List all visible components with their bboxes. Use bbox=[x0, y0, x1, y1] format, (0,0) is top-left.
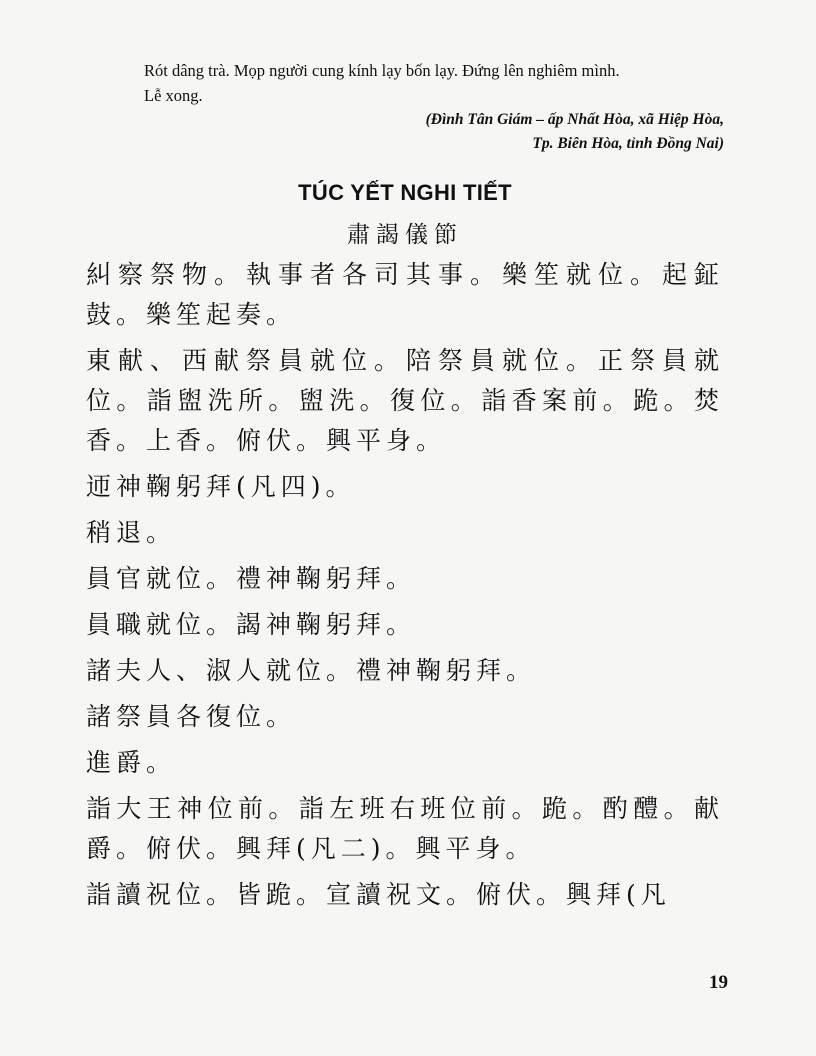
han-paragraph-8: 諸祭員各復位。 bbox=[86, 702, 297, 731]
han-paragraph-6: 員職就位。謁神鞠躬拜。 bbox=[86, 610, 417, 639]
section-title: TÚC YẾT NGHI TIẾT bbox=[298, 180, 512, 205]
han-paragraph-10: 詣大王神位前。詣左班右班位前。跪。酌醴。献爵。俯伏。興拜(凡二)。興平身。 bbox=[86, 794, 724, 863]
source-citation-line-2: Tp. Biên Hòa, tỉnh Đồng Nai) bbox=[532, 135, 724, 152]
han-paragraph-3: 迊神鞠躬拜(凡四)。 bbox=[86, 472, 356, 501]
han-paragraph-2: 東献、西献祭員就位。陪祭員就位。正祭員就位。詣盥洗所。盥洗。復位。詣香案前。跪。焚香。上香。俯伏。興平身。 bbox=[86, 346, 724, 455]
page-number: 19 bbox=[709, 972, 728, 993]
han-paragraph-11: 詣讀祝位。皆跪。宣讀祝文。俯伏。興拜(凡 bbox=[86, 880, 671, 909]
han-paragraph-9: 進爵。 bbox=[86, 748, 177, 777]
han-paragraph-5: 員官就位。禮神鞠躬拜。 bbox=[86, 564, 417, 593]
section-subtitle-han: 肅謁儀節 bbox=[347, 222, 463, 248]
han-paragraph-7: 諸夫人、淑人就位。禮神鞠躬拜。 bbox=[86, 656, 537, 685]
han-paragraph-1: 糾察祭物。執事者各司其事。樂笙就位。起鉦鼓。樂笙起奏。 bbox=[86, 260, 724, 329]
han-paragraph-4: 稍退。 bbox=[86, 518, 177, 547]
intro-paragraph-1: Rót dâng trà. Mọp người cung kính lạy bốn lạy. Đứng lên nghiêm mình. bbox=[144, 61, 620, 80]
intro-paragraph-2: Lễ xong. bbox=[144, 86, 203, 105]
source-citation-line-1: (Đình Tân Giám – ấp Nhất Hòa, xã Hiệp Hòa, bbox=[425, 111, 724, 128]
